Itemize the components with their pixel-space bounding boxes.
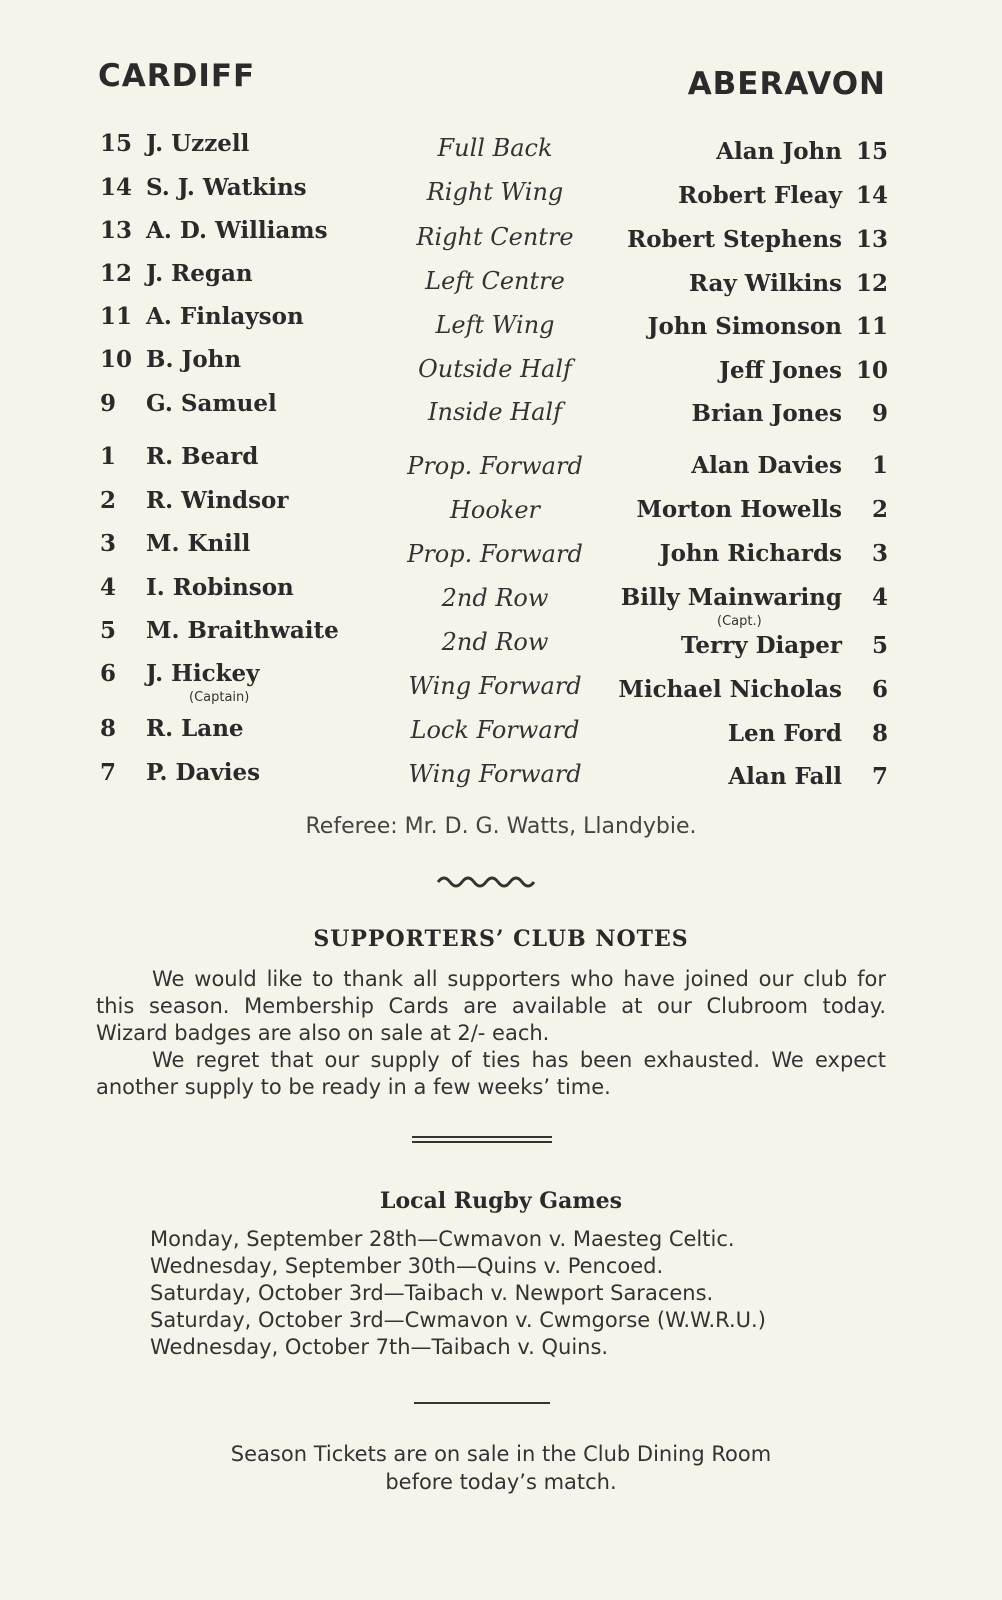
position-label: Prop. Forward [407,540,583,568]
away-player-number: 5 [871,632,888,659]
position-label: Prop. Forward [407,452,583,480]
home-player-name: R. Windsor [146,487,289,514]
away-player-number: 14 [855,182,888,209]
double-rule-divider [412,1136,552,1146]
supporters-notes [96,966,886,1101]
away-player-name: Jeff Jones [719,357,842,384]
home-player-number: 9 [100,390,117,417]
position-label: Wing Forward [408,672,582,700]
home-player-number: 15 [100,130,133,157]
away-player-name: Michael Nicholas [618,676,842,703]
away-player-name: Alan Fall [728,763,842,790]
position-label: Lock Forward [410,716,580,744]
home-player-number: 11 [100,303,133,330]
away-player-name: Alan John [716,138,842,165]
away-player-number: 1 [871,452,888,479]
away-player-name: John Richards [659,540,842,567]
away-player-number: 8 [871,720,888,747]
position-label: Inside Half [428,398,562,426]
home-player-name: R. Beard [146,443,259,470]
away-player-number: 3 [871,540,888,567]
home-player-name: P. Davies [146,759,261,786]
away-player-name: Alan Davies [691,452,842,479]
away-player-name: Len Ford [727,720,842,747]
home-player-number: 7 [100,759,117,786]
away-player-number: 2 [871,496,888,523]
away-player-name: Robert Fleay [678,182,842,209]
away-player-number: 15 [855,138,888,165]
game-item: Saturday, October 3rd—Cwmavon v. Cwmgorse (W.W.R.U.) [150,1308,766,1332]
home-player-number: 6 [100,660,117,687]
away-captain-note: (Capt.) [717,614,762,629]
home-player-name: J. Uzzell [146,130,250,157]
season-tickets-line-1: Season Tickets are on sale in the Club Dining Room [230,1442,772,1466]
away-player-number: 9 [871,400,888,427]
home-player-name: A. Finlayson [146,303,304,330]
away-player-number: 10 [855,357,888,384]
away-player-number: 6 [871,676,888,703]
home-captain-note: (Captain) [189,690,250,705]
position-label: 2nd Row [441,584,549,612]
local-games-list [150,1226,766,1361]
away-team-heading: ABERAVON [687,66,886,102]
away-player-number: 7 [871,763,888,790]
position-label: Left Wing [435,311,555,339]
home-player-name: G. Samuel [146,390,277,417]
supporters-paragraph-1: We would like to thank all supporters who have joined our club for this season. Membership Cards are available at our Clubroom today. Wizard badges are also on sale at 2/- each. [96,967,886,1045]
away-player-name: Billy Mainwaring [620,584,842,611]
supporters-paragraph-2: We regret that our supply of ties has been exhausted. We expect another supply to be ready in a few weeks’ time. [96,1048,886,1099]
home-player-name: M. Knill [146,530,251,557]
home-player-name: I. Robinson [146,574,294,601]
home-player-number: 13 [100,217,133,244]
away-player-number: 13 [855,226,888,253]
home-player-name: A. D. Williams [146,217,328,244]
season-tickets-line-2: before today’s match. [385,1470,617,1494]
home-player-number: 14 [100,174,133,201]
away-player-name: Ray Wilkins [688,270,842,297]
away-player-number: 11 [855,313,888,340]
home-player-name: J. Regan [146,260,253,287]
away-player-name: Brian Jones [691,400,842,427]
away-player-number: 4 [871,584,888,611]
game-item: Saturday, October 3rd—Taibach v. Newport Saracens. [150,1281,714,1305]
home-player-name: B. John [146,346,242,373]
wave-ornament [436,872,536,888]
away-player-name: John Simonson [647,313,842,340]
season-tickets-note [0,1440,1002,1496]
position-label: Outside Half [418,355,572,383]
game-item: Monday, September 28th—Cwmavon v. Maesteg Celtic. [150,1227,735,1251]
away-player-name: Morton Howells [636,496,842,523]
home-player-number: 8 [100,715,117,742]
position-label: Hooker [449,496,541,524]
home-player-number: 1 [100,443,117,470]
home-team-heading: CARDIFF [98,58,256,94]
game-item: Wednesday, October 7th—Taibach v. Quins. [150,1335,609,1359]
position-label: Right Centre [416,223,574,251]
position-label: Right Wing [426,178,564,206]
home-player-name: S. J. Watkins [146,174,307,201]
position-label: Full Back [437,134,553,162]
divider-rule [414,1402,550,1404]
position-label: 2nd Row [441,628,549,656]
referee-line: Referee: Mr. D. G. Watts, Llandybie. [305,814,697,839]
home-player-number: 2 [100,487,117,514]
home-player-number: 10 [100,346,133,373]
supporters-title: SUPPORTERS’ CLUB NOTES [313,926,689,952]
home-player-name: M. Braithwaite [146,617,339,644]
game-item: Wednesday, September 30th—Quins v. Pencoed. [150,1254,664,1278]
home-player-name: R. Lane [146,715,244,742]
away-player-name: Robert Stephens [627,226,842,253]
local-games-title: Local Rugby Games [380,1188,622,1214]
position-label: Left Centre [425,267,565,295]
away-player-number: 12 [855,270,888,297]
home-player-number: 12 [100,260,133,287]
home-player-number: 5 [100,617,117,644]
home-player-name: J. Hickey [146,660,260,687]
position-label: Wing Forward [408,760,582,788]
away-player-name: Terry Diaper [680,632,842,659]
home-player-number: 4 [100,574,117,601]
home-player-number: 3 [100,530,117,557]
